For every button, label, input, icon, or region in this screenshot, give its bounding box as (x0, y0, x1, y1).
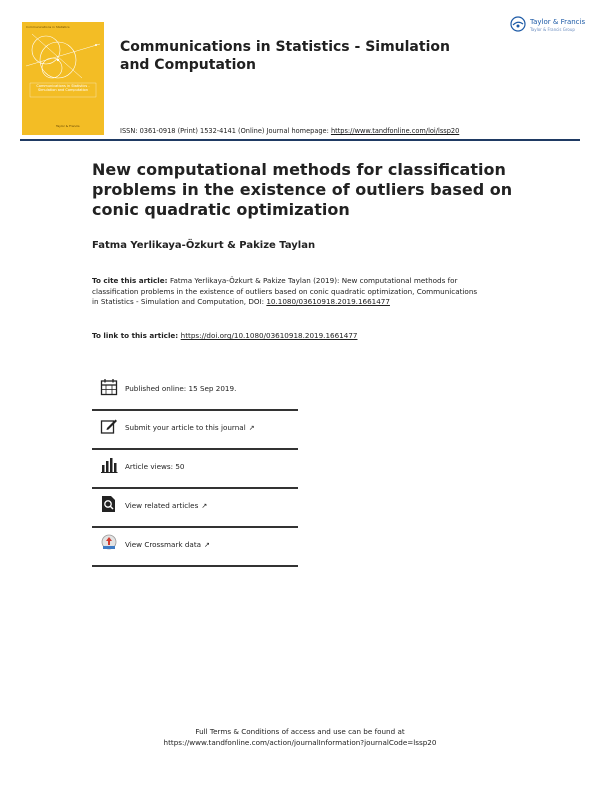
journal-title: Communications in Statistics - Simulation and Computation (120, 39, 450, 73)
taylor-francis-logo-icon (510, 16, 526, 32)
views-row (92, 450, 298, 489)
cover-title: Communications in Statistics - Simulation and Computation (36, 84, 90, 92)
link-label: To link to this article: (92, 331, 181, 340)
crossmark-icon (100, 534, 118, 552)
header-rule (20, 139, 580, 141)
journal-homepage-link[interactable]: https://www.tandfonline.com/loi/lssp20 (330, 127, 460, 135)
article-info-list (92, 372, 298, 567)
search-document-icon (100, 495, 118, 513)
footer-journal-url[interactable]: https://www.tandfonline.com/action/journalInformation?journalCode=lssp20 (163, 738, 437, 747)
article-doi-url[interactable]: https://doi.org/10.1080/03610918.2019.1661477 (180, 331, 358, 340)
cover-graphic (22, 22, 104, 135)
crossmark-label: View Crossmark data (125, 540, 202, 549)
publisher-logo-sub: Taylor & Francis Group (530, 27, 575, 32)
crossmark-link[interactable] (125, 540, 210, 549)
related-row[interactable] (92, 489, 298, 528)
cite-label: To cite this article: (92, 276, 170, 285)
edit-document-icon (100, 417, 118, 435)
cite-text: Fatma Yerlikaya-Özkurt & Pakize Taylan (2019): New computational methods for classification problems in the existence of outliers based on conic quadratic optimization, Communications in Statistics - Simulation and Computation, DOI: (92, 276, 478, 306)
issn-text: ISSN: 0361-0918 (Print) 1532-4141 (Online) Journal homepage: (120, 127, 331, 135)
published-date: Published online: 15 Sep 2019. (125, 384, 237, 393)
crossmark-row[interactable] (92, 528, 298, 567)
calendar-icon (100, 378, 118, 396)
submit-row[interactable] (92, 411, 298, 450)
external-link-icon: ↗ (248, 424, 255, 432)
cover-top-text: Communications in Statistics (26, 25, 70, 29)
article-title: New computational methods for classification problems in the existence of outliers based on conic quadratic optimization (92, 160, 513, 219)
external-link-icon: ↗ (204, 541, 210, 549)
submit-article-link[interactable] (125, 423, 255, 432)
publisher-logo-name: Taylor & Francis (530, 18, 586, 26)
footer (0, 726, 600, 748)
issn-line (120, 127, 459, 135)
submit-article-label: Submit your article to this journal (125, 423, 246, 432)
footer-terms: Full Terms & Conditions of access and use can be found at (195, 727, 405, 736)
article-views: Article views: 50 (125, 462, 185, 471)
published-row (92, 372, 298, 411)
article-authors: Fatma Yerlikaya-Özkurt & Pakize Taylan (92, 240, 316, 251)
cover-publisher: Taylor & Francis (56, 124, 80, 128)
citation-block (92, 276, 482, 308)
related-articles-link[interactable] (125, 501, 207, 510)
publisher-logo[interactable] (510, 16, 586, 36)
article-link-line (92, 331, 357, 340)
external-link-icon: ↗ (201, 502, 208, 510)
bar-chart-icon (100, 456, 118, 474)
related-articles-label: View related articles (125, 501, 199, 510)
doi-link[interactable]: 10.1080/03610918.2019.1661477 (266, 297, 390, 306)
journal-cover (22, 22, 104, 135)
